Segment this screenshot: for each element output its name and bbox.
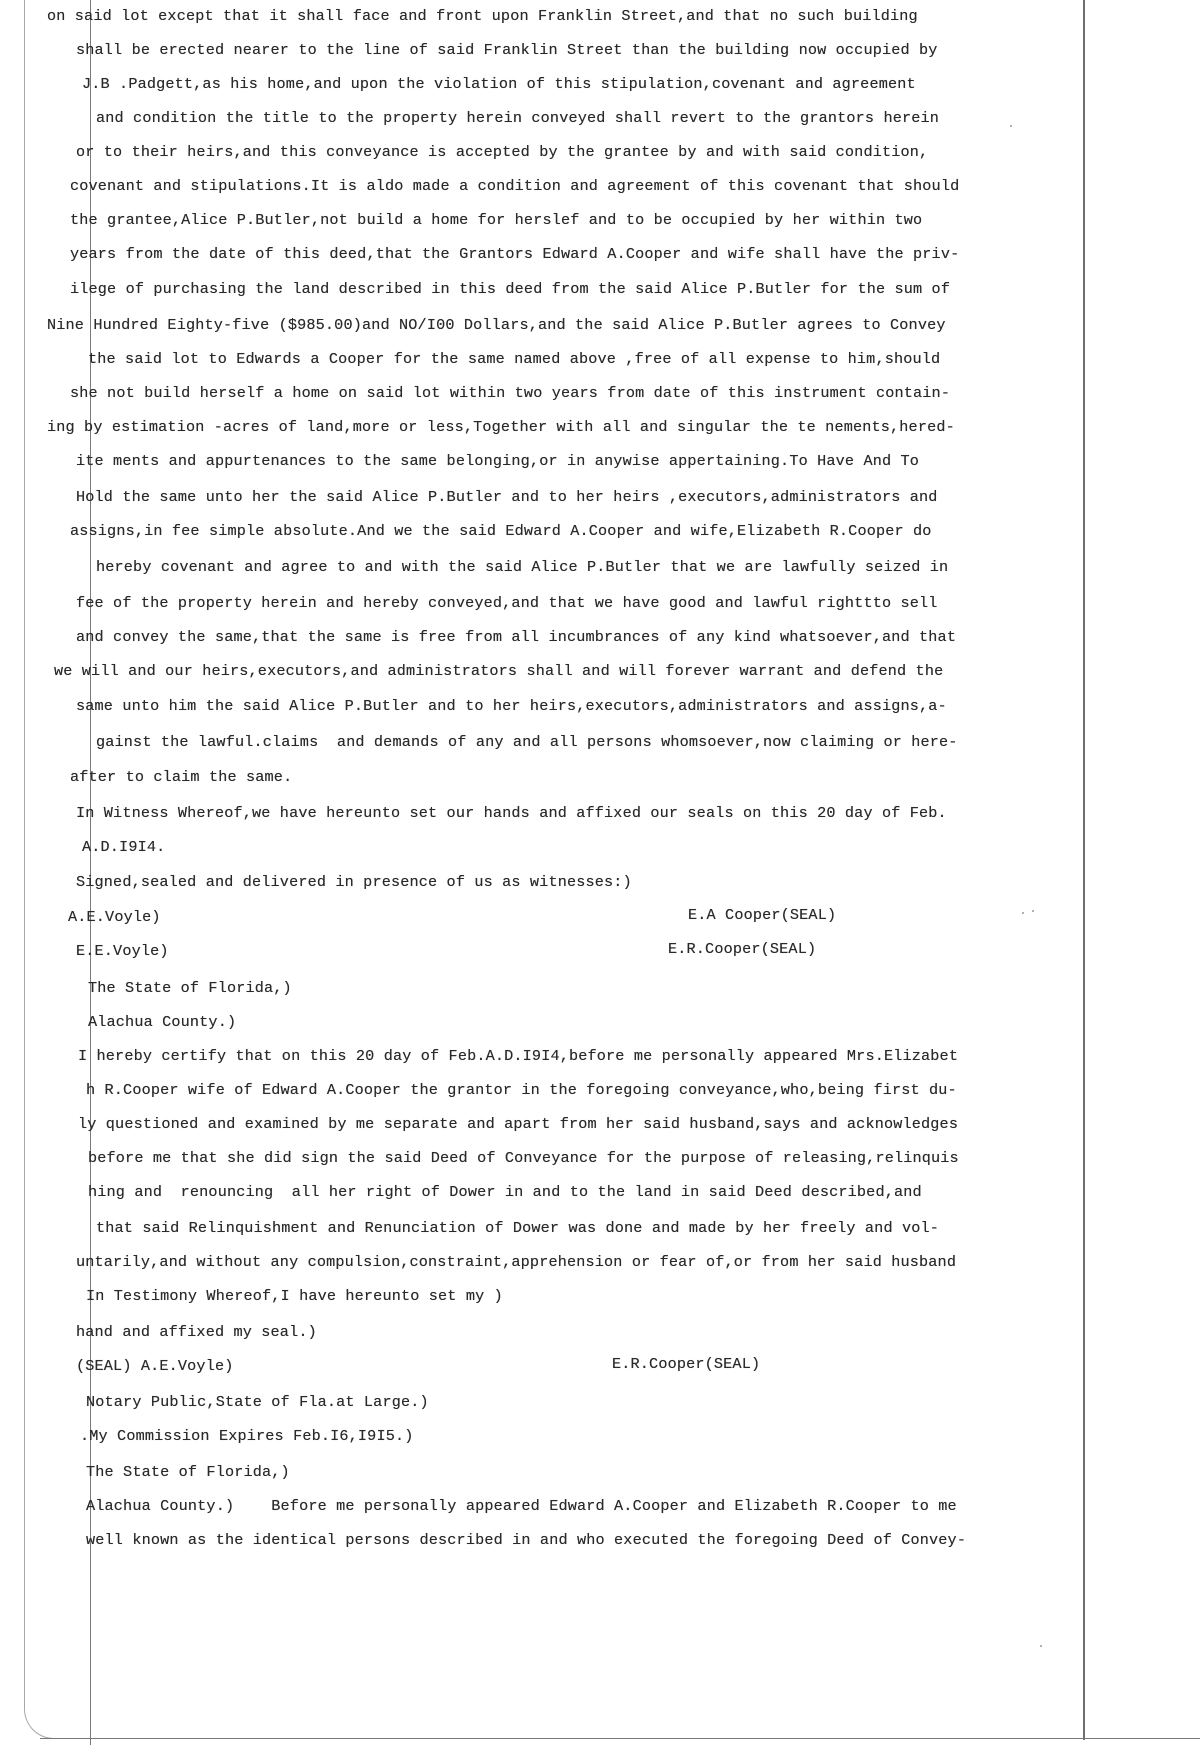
venue-state: The State of Florida,) xyxy=(88,979,292,997)
signer-signature: E.R.Cooper(SEAL) xyxy=(612,1355,761,1373)
body-line: ilege of purchasing the land described in this deed from the said Alice P.Butler for the sum of xyxy=(70,280,951,298)
acknowledgment-line: before me that she did sign the said Deed of Conveyance for the purpose of releasing,relinquis xyxy=(88,1149,959,1167)
scan-speck xyxy=(1010,125,1012,127)
acknowledgment-line: ly questioned and examined by me separate and apart from her said husband,says and acknowledges xyxy=(78,1115,959,1133)
body-line: we will and our heirs,executors,and administrators shall and will forever warrant and defend the xyxy=(54,662,944,680)
body-line: years from the date of this deed,that the Grantors Edward A.Cooper and wife shall have the priv- xyxy=(70,245,960,263)
witness-signature: E.E.Voyle) xyxy=(76,942,169,960)
body-line: Nine Hundred Eighty-five ($985.00)and NO/I00 Dollars,and the said Alice P.Butler agrees to Convey xyxy=(47,316,946,334)
witness-signature: A.E.Voyle) xyxy=(68,908,161,926)
acknowledgment-line: h R.Cooper wife of Edward A.Cooper the grantor in the foregoing conveyance,who,being first du- xyxy=(86,1081,957,1099)
witness-date: A.D.I9I4. xyxy=(82,838,166,856)
acknowledgment-line: well known as the identical persons described in and who executed the foregoing Deed of Convey- xyxy=(86,1531,967,1549)
acknowledgment-line: hing and renouncing all her right of Dower in and to the land in said Deed described,and xyxy=(88,1183,922,1201)
notary-commission: .My Commission Expires Feb.I6,I9I5.) xyxy=(80,1427,414,1445)
venue-county-and-acknowledgment: Alachua County.) Before me personally appeared Edward A.Cooper and Elizabeth R.Cooper to me xyxy=(86,1497,957,1515)
scan-speck xyxy=(1032,910,1034,912)
body-line: after to claim the same. xyxy=(70,768,293,786)
venue-state: The State of Florida,) xyxy=(86,1463,290,1481)
body-line: and condition the title to the property herein conveyed shall revert to the grantors herein xyxy=(96,109,940,127)
body-line: covenant and stipulations.It is aldo made a condition and agreement of this covenant that should xyxy=(70,177,960,195)
scan-speck xyxy=(1022,912,1024,914)
testimony-clause: hand and affixed my seal.) xyxy=(76,1323,317,1341)
testimony-clause: In Testimony Whereof,I have hereunto set my ) xyxy=(86,1287,503,1305)
acknowledgment-line: untarily,and without any compulsion,constraint,apprehension or fear of,or from her said husband xyxy=(76,1253,957,1271)
witness-statement: Signed,sealed and delivered in presence of us as witnesses:) xyxy=(76,873,632,891)
body-line: the said lot to Edwards a Cooper for the same named above ,free of all expense to him,should xyxy=(88,350,941,368)
body-line: hereby covenant and agree to and with the said Alice P.Butler that we are lawfully seized in xyxy=(96,558,949,576)
notary-signature: (SEAL) A.E.Voyle) xyxy=(76,1357,234,1375)
grantor-signature: E.R.Cooper(SEAL) xyxy=(668,940,817,958)
body-line: gainst the lawful.claims and demands of any and all persons whomsoever,now claiming or here- xyxy=(96,733,958,751)
body-line: on said lot except that it shall face and front upon Franklin Street,and that no such building xyxy=(47,7,918,25)
body-line: the grantee,Alice P.Butler,not build a home for herslef and to be occupied by her within two xyxy=(70,211,923,229)
body-line: assigns,in fee simple absolute.And we the said Edward A.Cooper and wife,Elizabeth R.Cooper do xyxy=(70,522,932,540)
grantor-signature: E.A Cooper(SEAL) xyxy=(688,906,837,924)
acknowledgment-line: that said Relinquishment and Renunciation of Dower was done and made by her freely and vol- xyxy=(96,1219,940,1237)
notary-title: Notary Public,State of Fla.at Large.) xyxy=(86,1393,429,1411)
body-line: ing by estimation -acres of land,more or less,Together with all and singular the te nements,hered- xyxy=(47,418,955,436)
scan-speck xyxy=(1040,1645,1042,1647)
body-line: fee of the property herein and hereby conveyed,and that we have good and lawful righttto sell xyxy=(76,594,938,612)
body-line: ite ments and appurtenances to the same belonging,or in anywise appertaining.To Have And To xyxy=(76,452,920,470)
body-line: and convey the same,that the same is free from all incumbrances of any kind whatsoever,and that xyxy=(76,628,957,646)
body-line: she not build herself a home on said lot within two years from date of this instrument contain- xyxy=(70,384,951,402)
body-line: or to their heirs,and this conveyance is accepted by the grantee by and with said condition, xyxy=(76,143,929,161)
body-line: same unto him the said Alice P.Butler and to her heirs,executors,administrators and assigns,a- xyxy=(76,697,947,715)
right-margin-rule xyxy=(1083,0,1085,1740)
body-line: Hold the same unto her the said Alice P.Butler and to her heirs ,executors,administrators and xyxy=(76,488,938,506)
bottom-rule xyxy=(40,1738,1200,1739)
acknowledgment-line: I hereby certify that on this 20 day of Feb.A.D.I9I4,before me personally appeared Mrs.Elizabet xyxy=(78,1047,959,1065)
venue-county: Alachua County.) xyxy=(88,1013,237,1031)
body-line: shall be erected nearer to the line of said Franklin Street than the building now occupied by xyxy=(76,41,938,59)
witness-clause: In Witness Whereof,we have hereunto set our hands and affixed our seals on this 20 day of Feb. xyxy=(76,804,947,822)
body-line: J.B .Padgett,as his home,and upon the violation of this stipulation,covenant and agreement xyxy=(82,75,916,93)
